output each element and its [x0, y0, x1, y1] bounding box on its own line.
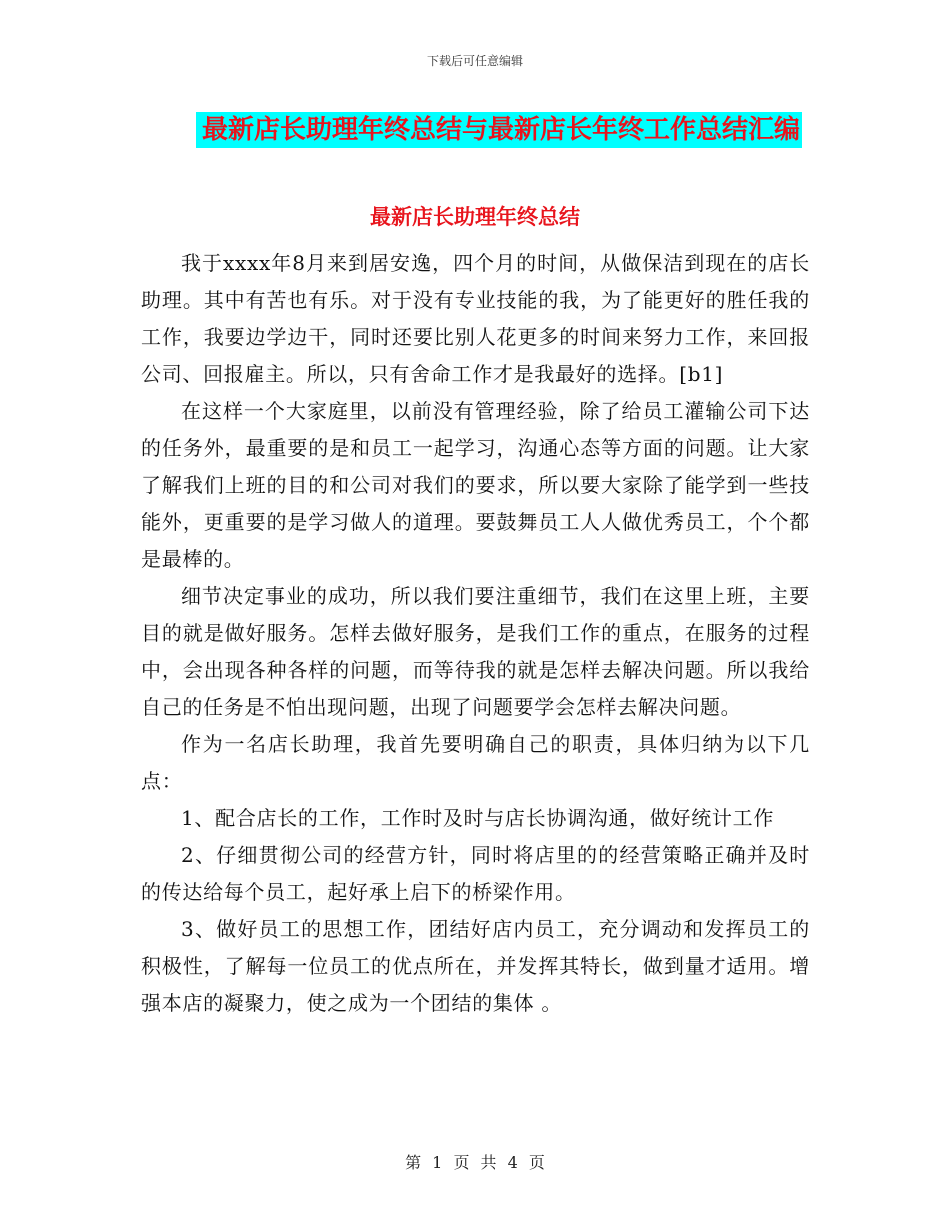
body-paragraph: 在这样一个大家庭里，以前没有管理经验，除了给员工灌输公司下达的任务外，最重要的是和员工一起学习，沟通心态等方面的问题。让大家了解我们上班的目的和公司对我们的要求，所以要大家除了能学到一些技能外，更重要的是学习做人的道理。要鼓舞员工人人做优秀员工，个个都是最棒的。 [141, 399, 810, 571]
body-paragraph: 细节决定事业的成功，所以我们要注重细节，我们在这里上班，主要目的就是做好服务。怎样去做好服务，是我们工作的重点，在服务的过程中，会出现各种各样的问题，而等待我的就是怎样去解决问题。所以我给自己的任务是不怕出现问题，出现了问题要学会怎样去解决问题。 [141, 584, 810, 719]
list-item-1: 1、配合店长的工作，工作时及时与店长协调沟通，做好统计工作 [181, 806, 775, 830]
body-paragraph: 我于xxxx年8月来到居安逸，四个月的时间，从做保洁到现在的店长助理。其中有苦也有乐。对于没有专业技能的我，为了能更好的胜任我的工作，我要边学边干，同时还要比别人花更多的时间来努力工作，来回报公司、回报雇主。所以，只有舍命工作才是我最好的选择。[b1] [141, 251, 810, 386]
document-title: 最新店长助理年终总结与最新店长年终工作总结汇编 [196, 112, 802, 148]
section-title: 最新店长助理年终总结 [370, 205, 580, 229]
body-paragraph: 作为一名店长助理，我首先要明确自己的职责，具体归纳为以下几点： [141, 732, 810, 793]
page-header-note: 下载后可任意编辑 [426, 54, 523, 68]
page-number-footer: 第 1 页 共 4 页 [405, 1153, 545, 1172]
document-body [141, 245, 810, 1022]
document-title-container [0, 112, 950, 148]
list-item-3: 3、做好员工的思想工作，团结好店内员工，充分调动和发挥员工的积极性，了解每一位员工的优点所在，并发挥其特长，做到量才适用。增强本店的凝聚力，使之成为一个团结的集体 。 [141, 917, 810, 1015]
list-item-2: 2、仔细贯彻公司的经营方针，同时将店里的的经营策略正确并及时的传达给每个员工，起好承上启下的桥梁作用。 [141, 843, 810, 904]
